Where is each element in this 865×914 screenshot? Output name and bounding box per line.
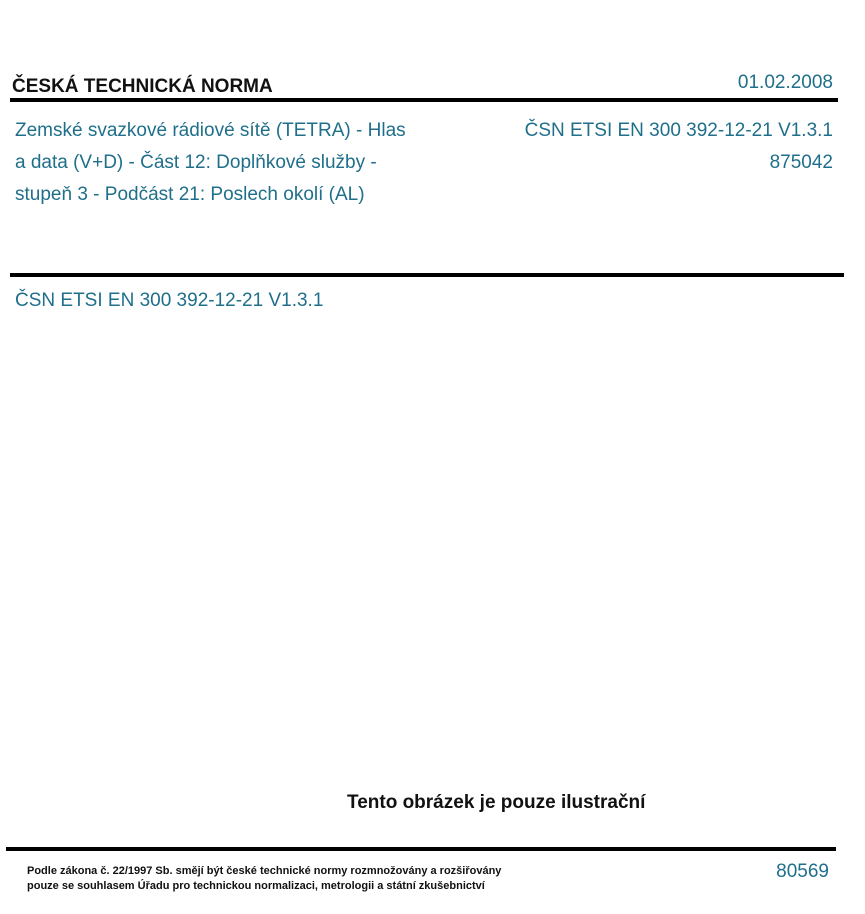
legal-notice-line: Podle zákona č. 22/1997 Sb. smějí být české technické normy rozmnožovány a rozšiřovány — [27, 865, 502, 877]
standard-code: ČSN ETSI EN 300 392-12-21 V1.3.1 — [524, 120, 833, 141]
standard-name-line: stupeň 3 - Podčást 21: Poslech okolí (AL) — [15, 184, 365, 205]
legal-notice — [27, 864, 501, 894]
catalog-number: 875042 — [769, 152, 833, 173]
section-divider — [10, 273, 844, 277]
standard-name-line: a data (V+D) - Část 12: Doplňkové služby - — [15, 152, 377, 173]
standard-name — [15, 115, 475, 211]
standard-name-line: Zemské svazkové rádiové sítě (TETRA) - Hlas — [15, 120, 406, 141]
standard-identifier — [525, 115, 833, 179]
standard-code-repeat: ČSN ETSI EN 300 392-12-21 V1.3.1 — [15, 290, 324, 311]
issue-date: 01.02.2008 — [737, 72, 833, 93]
footer-divider — [6, 847, 836, 851]
document-number: 80569 — [776, 861, 829, 882]
document-title: ČESKÁ TECHNICKÁ NORMA — [12, 76, 273, 97]
illustration-note: Tento obrázek je pouze ilustrační — [347, 792, 646, 813]
header-divider — [10, 98, 838, 102]
legal-notice-line: pouze se souhlasem Úřadu pro technickou normalizaci, metrologii a státní zkušebnictví — [27, 880, 485, 892]
